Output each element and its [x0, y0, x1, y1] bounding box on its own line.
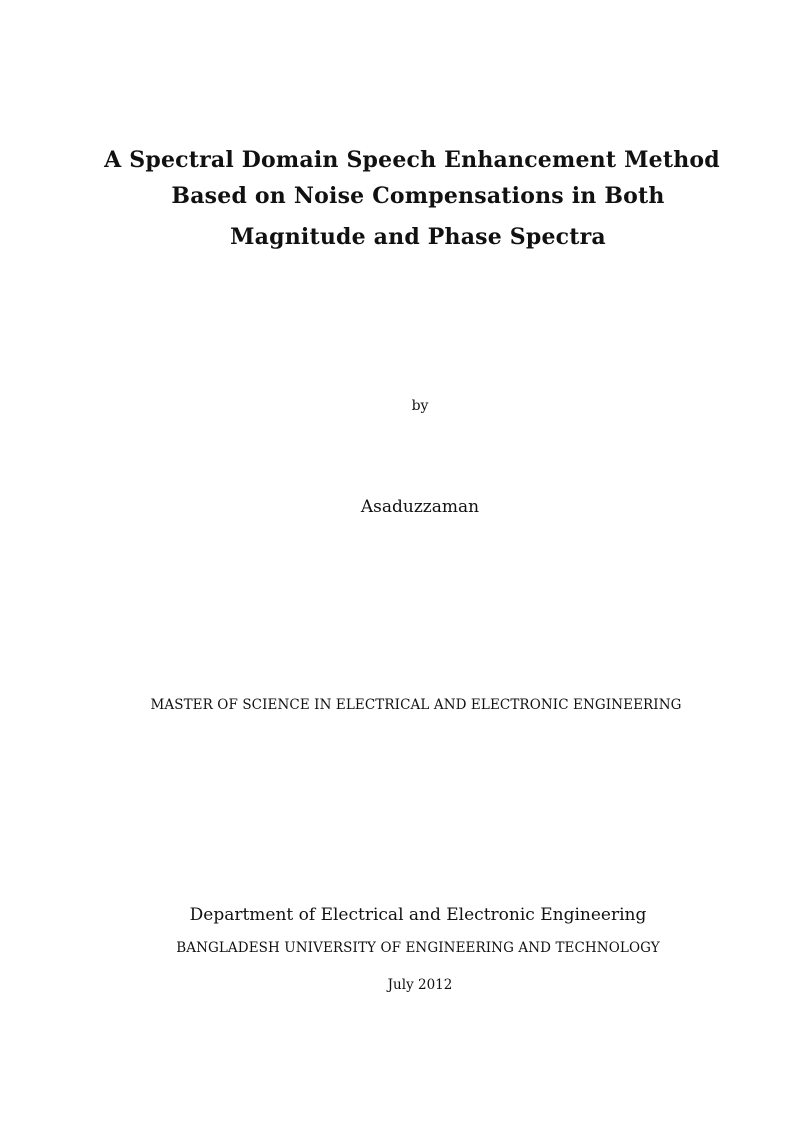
- university-name: BANGLADESH UNIVERSITY OF ENGINEERING AND TECHNOLOGY: [176, 940, 660, 956]
- submission-date: July 2012: [387, 977, 453, 993]
- title-line-2: Based on Noise Compensations in Both: [171, 183, 665, 209]
- title-line-3: Magnitude and Phase Spectra: [230, 224, 606, 250]
- by-label: by: [411, 398, 429, 414]
- department-name: Department of Electrical and Electronic Engineering: [189, 905, 647, 925]
- title-line-1: A Spectral Domain Speech Enhancement Method: [104, 147, 720, 173]
- degree-name: MASTER OF SCIENCE IN ELECTRICAL AND ELECTRONIC ENGINEERING: [150, 697, 682, 713]
- author-name: Asaduzzaman: [360, 497, 480, 517]
